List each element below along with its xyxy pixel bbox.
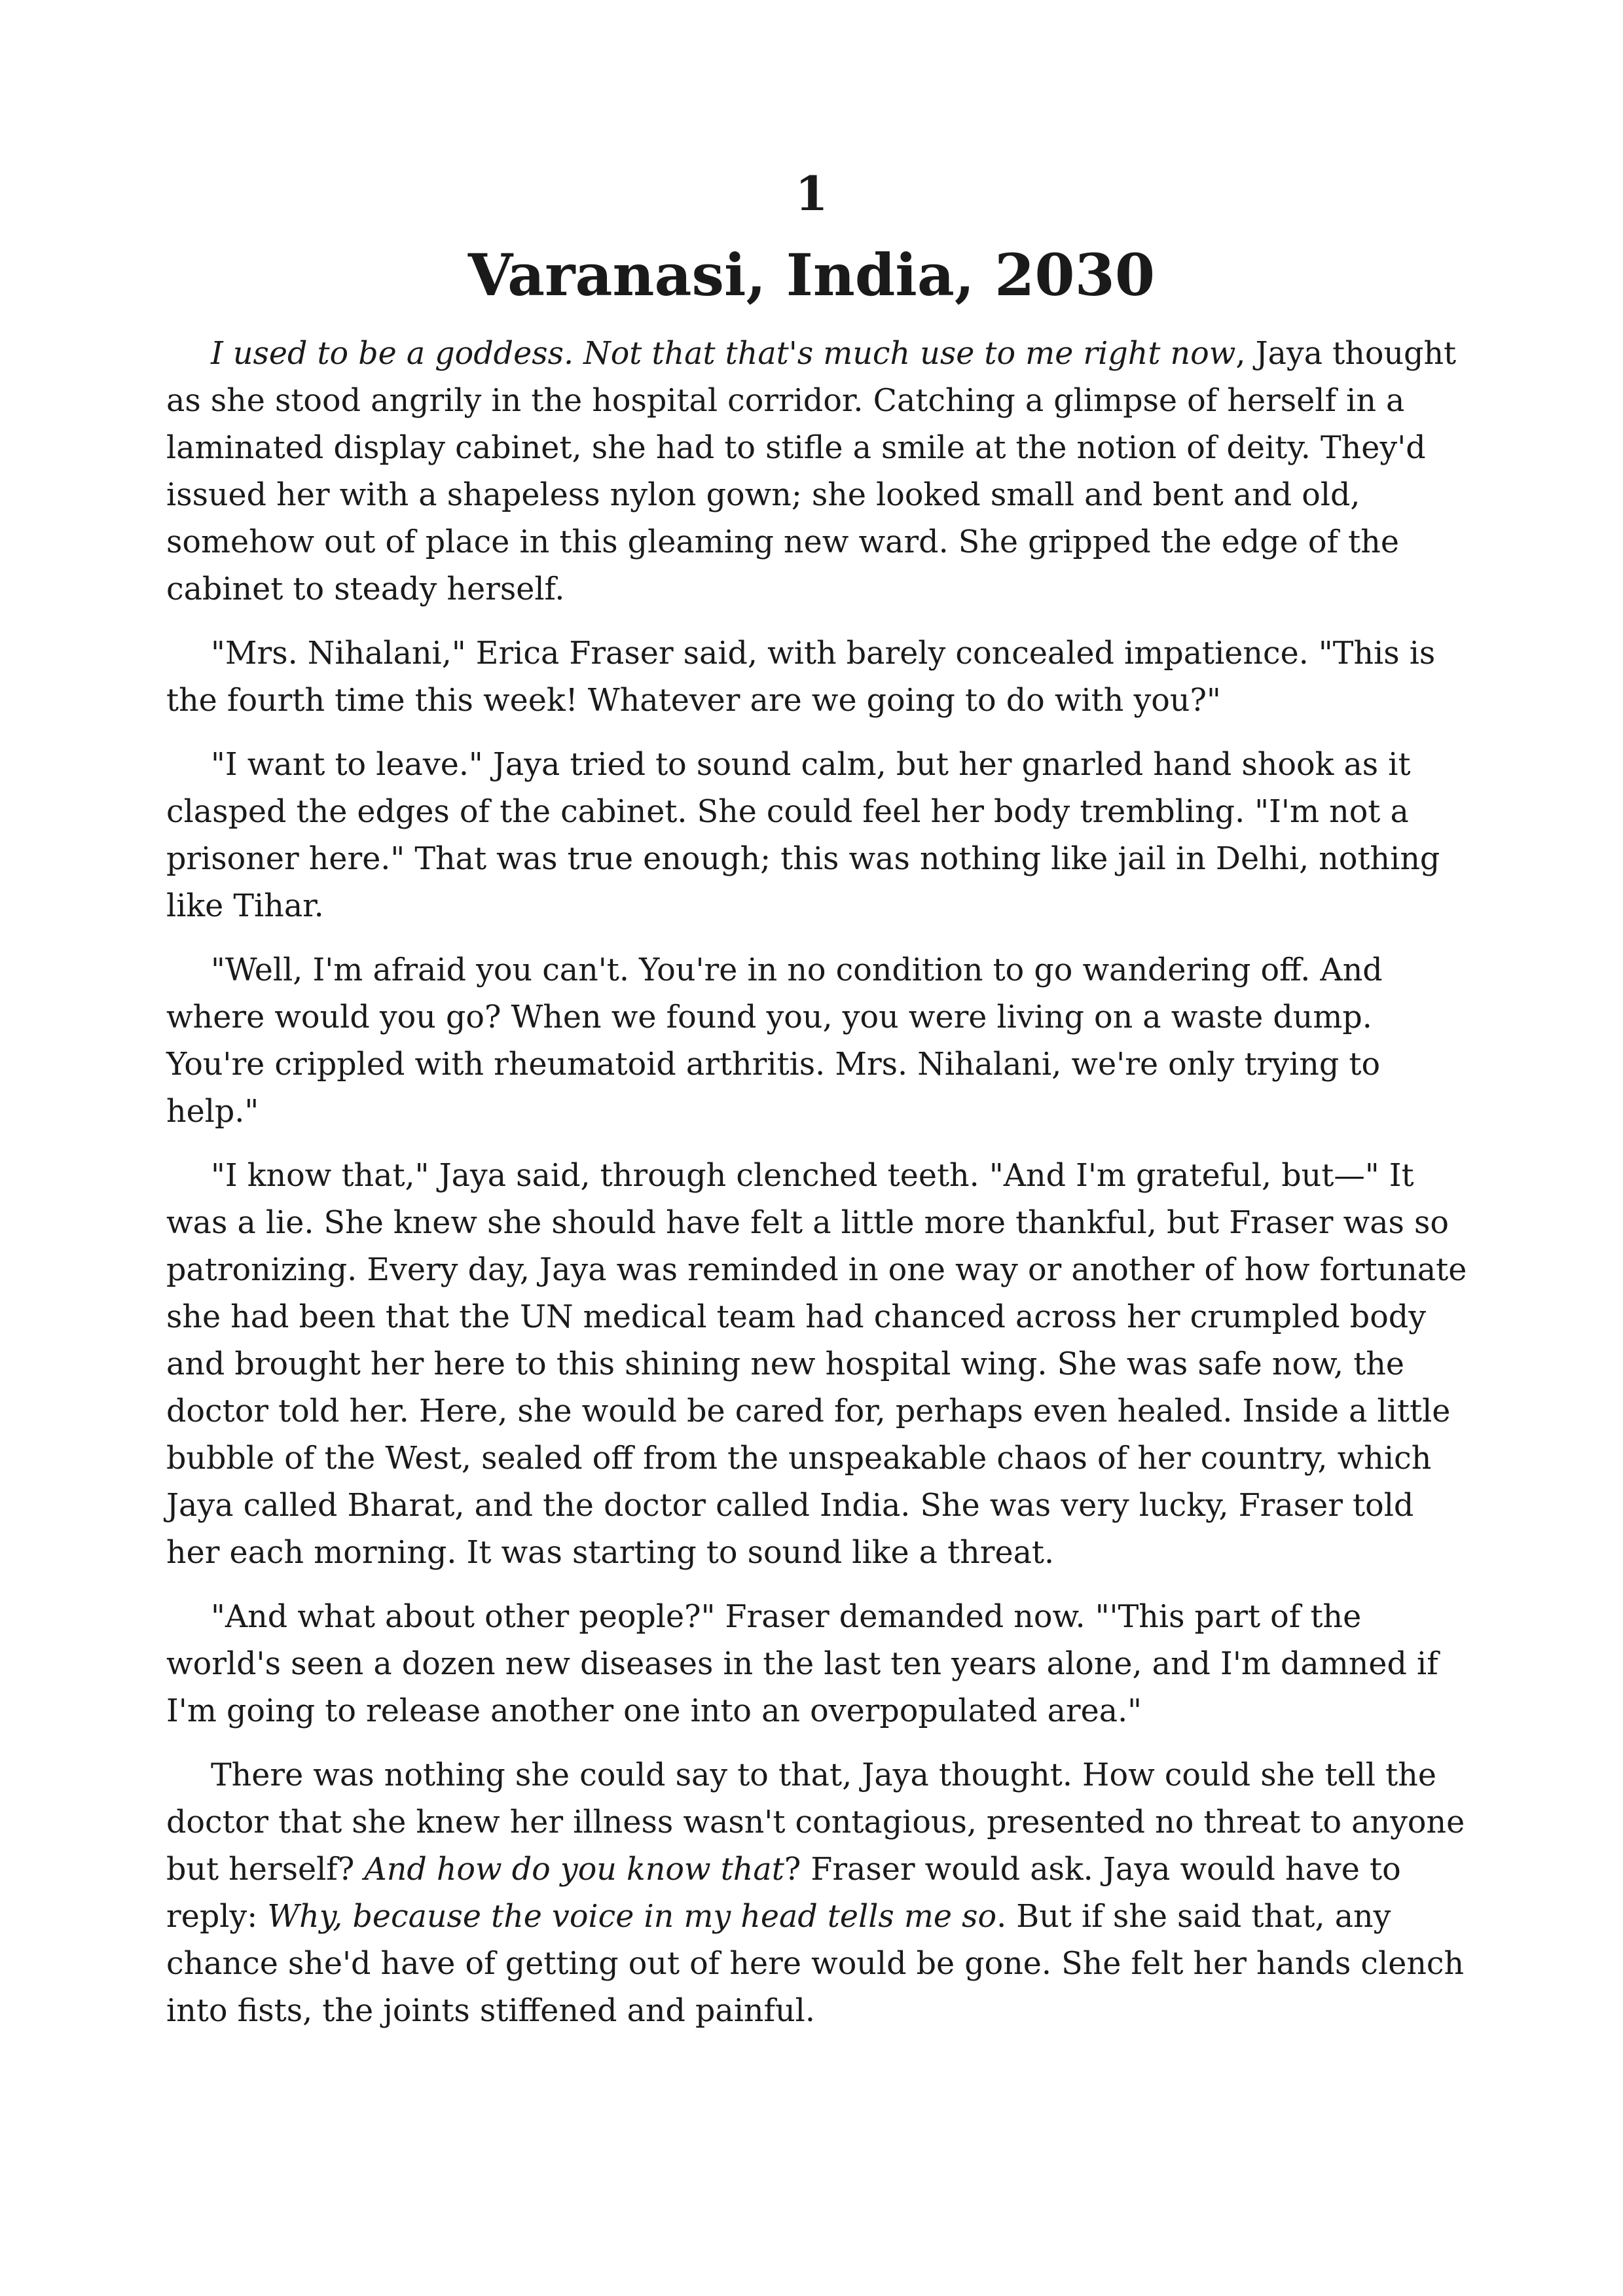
chapter-number: 1 <box>795 166 828 221</box>
paragraph <box>166 1752 1473 2035</box>
paragraph-text: , Jaya thought as she stood angrily in the hospital corridor. Catching a glimpse of herself in a laminated display cabinet, she had to stifle a smile at the notion of deity. They'd issued her with a shapeless nylon gown; she looked small and bent and old, somehow out of place in this gleaming new ward. She gripped the edge of the cabinet to steady herself. <box>166 336 1457 607</box>
paragraph <box>166 331 1473 613</box>
paragraph-text-italic: And how do you know that <box>364 1852 784 1888</box>
paragraph <box>166 1153 1473 1577</box>
paragraph <box>166 1594 1473 1735</box>
paragraph-text: . But if she said that, any chance she'd have of getting out of here would be gone. She felt her hands clench into fists, the joints stiffened and painful. <box>166 1899 1465 2029</box>
paragraph-text-italic: I used to be a goddess. Not that that's much use to me right now <box>211 336 1236 372</box>
paragraph <box>166 947 1473 1136</box>
paragraph-text: There was nothing she could say to that, Jaya thought. How could she tell the doctor that she knew her illness wasn't contagious, presented no threat to anyone but herself? <box>166 1757 1465 1888</box>
paragraph-text: "Mrs. Nihalani," Erica Fraser said, with barely concealed impatience. "This is the fourth time this week! Whatever are we going to do with you?" <box>166 636 1436 719</box>
chapter-body <box>166 331 1473 2052</box>
paragraph-text: "Well, I'm afraid you can't. You're in no condition to go wandering off. And where would you go? When we found you, you were living on a waste dump. You're crippled with rheumatoid arthritis. Mrs. Nihalani, we're only trying to help." <box>166 952 1383 1130</box>
paragraph-text: ? Fraser would ask. Jaya would have to reply: <box>166 1852 1401 1935</box>
paragraph-text: "I know that," Jaya said, through clenched teeth. "And I'm grateful, but—" It was a lie. She knew she should have felt a little more thankful, but Fraser was so patronizing. Every day, Jaya was reminded in one way or another of how fortunate she had been that the UN medical team had chanced across her crumpled body and brought her here to this shining new hospital wing. She was safe now, the doctor told her. Here, she would be cared for, perhaps even healed. Inside a little bubble of the West, sealed off from the unspeakable chaos of her country, which Jaya called Bharat, and the doctor called India. She was very lucky, Fraser told her each morning. It was starting to sound like a threat. <box>166 1158 1467 1571</box>
paragraph <box>166 742 1473 930</box>
paragraph-text: "I want to leave." Jaya tried to sound calm, but her gnarled hand shook as it clasped the edges of the cabinet. She could feel her body trembling. "I'm not a prisoner here." That was true enough; this was nothing like jail in Delhi, nothing like Tihar. <box>166 747 1440 924</box>
chapter-title: Varanasi, India, 2030 <box>467 241 1156 309</box>
paragraph-text: "And what about other people?" Fraser demanded now. "'This part of the world's seen a dozen new diseases in the last ten years alone, and I'm damned if I'm going to release another one into an overpopulated area." <box>166 1599 1438 1729</box>
paragraph-text-italic: Why, because the voice in my head tells me so <box>267 1899 997 1935</box>
paragraph <box>166 630 1473 725</box>
